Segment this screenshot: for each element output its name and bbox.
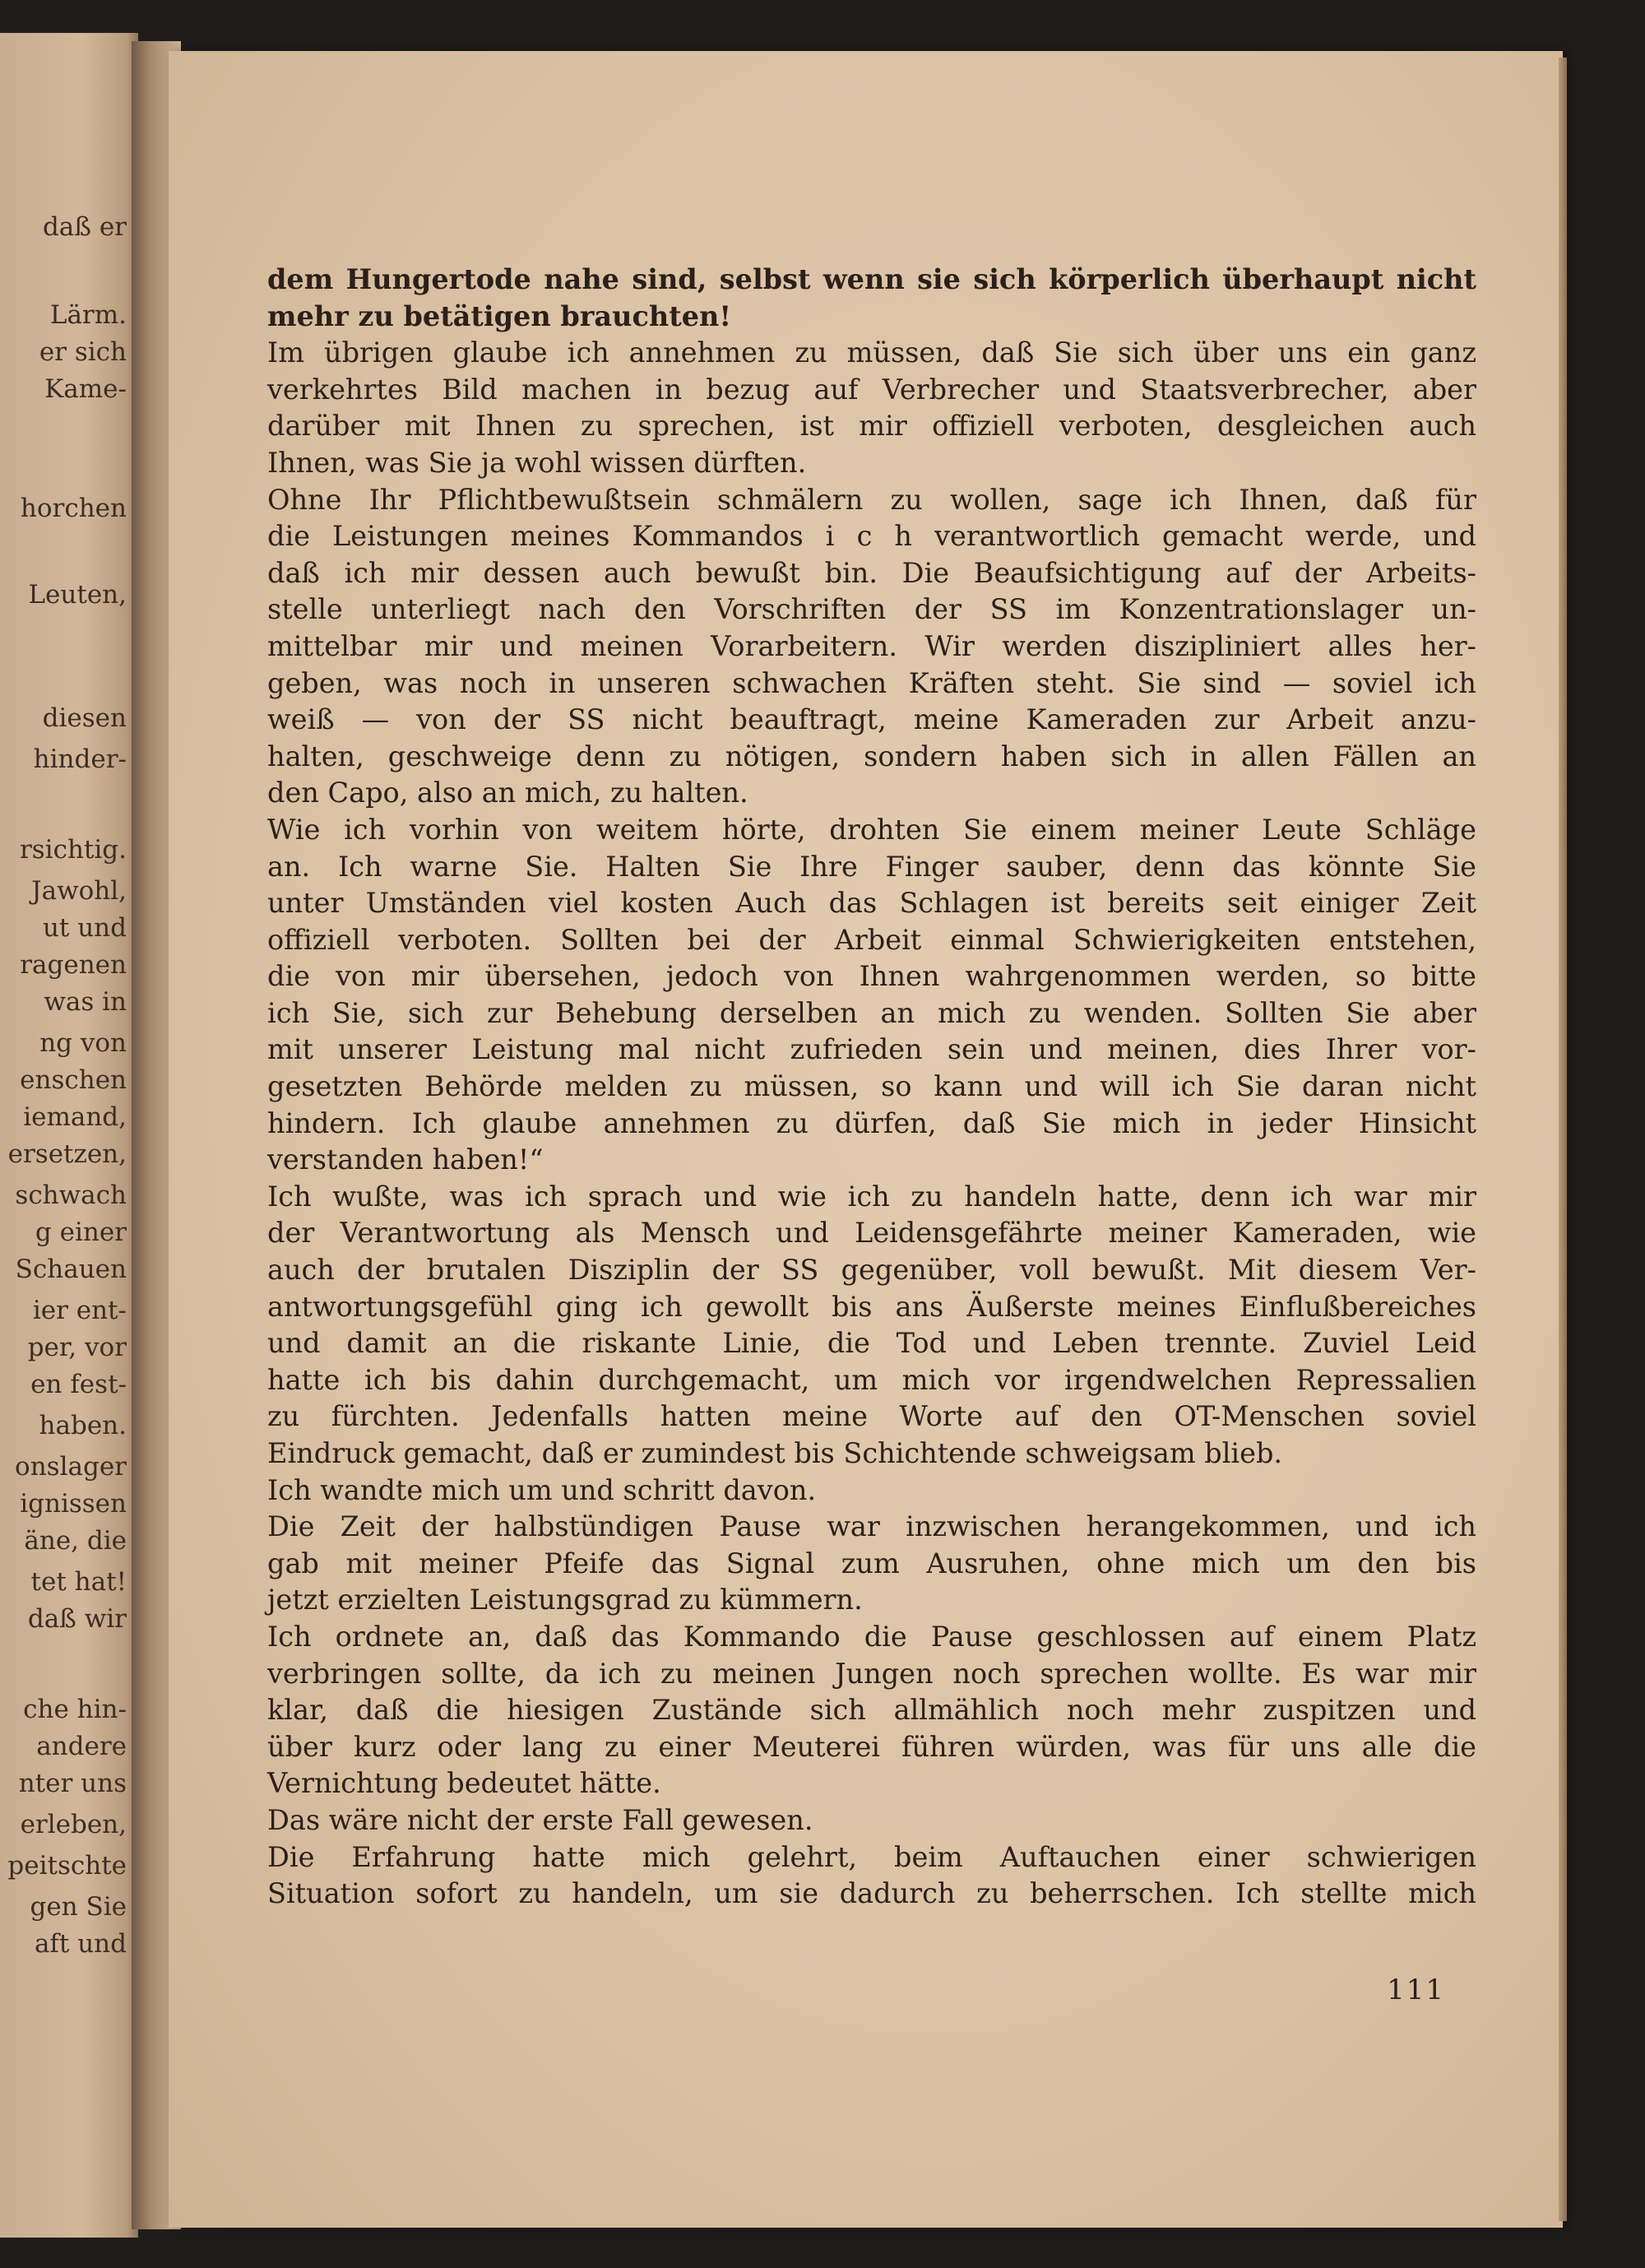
- left-page-fragment: äne, die: [24, 1526, 127, 1556]
- text-line: offiziell verboten. Sollten bei der Arbeit einmal Schwierigkeiten entstehen,: [267, 923, 1476, 956]
- left-page-fragment: daß er: [42, 212, 127, 242]
- text-line: geben, was noch in unseren schwachen Kräften steht. Sie sind — soviel ich: [267, 666, 1476, 699]
- text-line: der Verantwortung als Mensch und Leidensgefährte meiner Kameraden, wie: [267, 1217, 1476, 1250]
- text-line: Im übrigen glaube ich annehmen zu müssen, daß Sie sich über uns ein ganz: [267, 336, 1476, 369]
- text-line: zu fürchten. Jedenfalls hatten meine Worte auf den OT-Menschen soviel: [267, 1400, 1476, 1433]
- text-line: mehr zu betätigen brauchten!: [267, 299, 732, 332]
- text-line: Situation sofort zu handeln, um sie dadurch zu beherrschen. Ich stellte mich: [267, 1877, 1476, 1910]
- left-page-fragment: enschen: [20, 1065, 127, 1095]
- left-page-fragment: schwach: [15, 1180, 127, 1210]
- text-line: auch der brutalen Disziplin der SS gegenüber, voll bewußt. Mit diesem Ver-: [267, 1254, 1476, 1287]
- text-line: Ich ordnete an, daß das Kommando die Pause geschlossen auf einem Platz: [267, 1620, 1476, 1653]
- left-page-fragment: che hin-: [23, 1695, 127, 1724]
- text-line: Wie ich vorhin von weitem hörte, drohten Sie einem meiner Leute Schläge: [267, 813, 1476, 846]
- left-page-fragment: horchen: [20, 494, 127, 523]
- left-page-fragment: ng von: [39, 1028, 127, 1058]
- text-line: den Capo, also an mich, zu halten.: [267, 777, 748, 809]
- text-line: hindern. Ich glaube annehmen zu dürfen, daß Sie mich in jeder Hinsicht: [267, 1106, 1476, 1139]
- left-page-fragment: andere: [36, 1732, 127, 1761]
- left-page-fragment: Kame-: [44, 374, 127, 404]
- text-line: verbringen sollte, da ich zu meinen Jungen noch sprechen wollte. Es war mir: [267, 1657, 1476, 1690]
- left-page-fragment: ignissen: [20, 1489, 127, 1519]
- left-page-fragment: was in: [44, 987, 127, 1017]
- left-page-fragment: nter uns: [18, 1769, 127, 1798]
- left-page-fragment: onslager: [15, 1452, 127, 1482]
- left-page-fragment: ut und: [42, 913, 127, 943]
- right-page: [169, 51, 1563, 2228]
- page-number: 111: [1387, 1973, 1445, 2006]
- left-page-fragment: ragenen: [20, 950, 127, 980]
- text-line: halten, geschweige denn zu nötigen, sondern haben sich in allen Fällen an: [267, 740, 1476, 772]
- left-page-fragment: Schauen: [15, 1255, 127, 1284]
- left-page-fragment: aft und: [34, 1929, 127, 1959]
- text-line: stelle unterliegt nach den Vorschriften der SS im Konzentrationslager un-: [267, 593, 1476, 626]
- text-line: Ich wußte, was ich sprach und wie ich zu handeln hatte, denn ich war mir: [267, 1180, 1476, 1213]
- text-line: weiß — von der SS nicht beauftragt, meine Kameraden zur Arbeit anzu-: [267, 703, 1476, 736]
- text-line: Ich wandte mich um und schritt davon.: [267, 1473, 817, 1506]
- text-line: Vernichtung bedeutet hätte.: [267, 1767, 661, 1800]
- left-page-fragment: Leuten,: [28, 580, 127, 610]
- body-text: [267, 262, 1476, 1913]
- text-line: antwortungsgefühl ging ich gewollt bis ans Äußerste meines Einflußbereiches: [267, 1290, 1476, 1323]
- page-edge: [1559, 58, 1567, 2221]
- left-page-fragment: daß wir: [27, 1604, 127, 1634]
- left-page-fragment: hinder-: [33, 744, 127, 774]
- left-page-fragment: iemand,: [23, 1102, 127, 1132]
- text-line: über kurz oder lang zu einer Meuterei führen würden, was für uns alle die: [267, 1730, 1476, 1763]
- left-page-fragment: ier ent-: [32, 1296, 127, 1325]
- text-line: klar, daß die hiesigen Zustände sich allmählich noch mehr zuspitzen und: [267, 1694, 1476, 1727]
- text-line: und damit an die riskante Linie, die Tod und Leben trennte. Zuviel Leid: [267, 1327, 1476, 1360]
- text-line: jetzt erzielten Leistungsgrad zu kümmern.: [267, 1584, 863, 1616]
- text-line: Eindruck gemacht, daß er zumindest bis Schichtende schweigsam blieb.: [267, 1437, 1283, 1469]
- text-line: hatte ich bis dahin durchgemacht, um mich vor irgendwelchen Repressalien: [267, 1363, 1476, 1396]
- left-page-fragment: peitschte: [7, 1851, 127, 1881]
- text-line: die von mir übersehen, jedoch von Ihnen wahrgenommen werden, so bitte: [267, 960, 1476, 993]
- text-line: die Leistungen meines Kommandos i c h verantwortlich gemacht werde, und: [267, 520, 1476, 553]
- text-line: verstanden haben!“: [267, 1143, 544, 1176]
- left-page-fragment: en fest-: [30, 1370, 127, 1399]
- left-page-fragment: g einer: [35, 1217, 127, 1247]
- text-line: gab mit meiner Pfeife das Signal zum Ausruhen, ohne mich um den bis: [267, 1547, 1476, 1579]
- left-page-fragment: ersetzen,: [7, 1139, 127, 1169]
- text-line: Das wäre nicht der erste Fall gewesen.: [267, 1803, 813, 1836]
- text-line: verkehrtes Bild machen in bezug auf Verbrecher und Staatsverbrecher, aber: [267, 373, 1476, 406]
- text-line: Die Zeit der halbstündigen Pause war inzwischen herangekommen, und ich: [267, 1510, 1476, 1543]
- left-page: [0, 33, 138, 2238]
- text-line: gesetzten Behörde melden zu müssen, so kann und will ich Sie daran nicht: [267, 1070, 1476, 1103]
- left-page-fragment: tet hat!: [30, 1567, 127, 1597]
- text-line: Die Erfahrung hatte mich gelehrt, beim Auftauchen einer schwierigen: [267, 1840, 1476, 1873]
- text-line: mittelbar mir und meinen Vorarbeitern. Wir werden diszipliniert alles her-: [267, 629, 1476, 662]
- left-page-fragment: er sich: [39, 337, 127, 367]
- left-page-fragment: haben.: [39, 1411, 127, 1440]
- text-line: Ohne Ihr Pflichtbewußtsein schmälern zu wollen, sage ich Ihnen, daß für: [267, 483, 1476, 516]
- text-line: dem Hungertode nahe sind, selbst wenn sie sich körperlich überhaupt nicht: [267, 263, 1476, 295]
- left-page-fragment: per, vor: [27, 1333, 127, 1362]
- left-page-fragment: erleben,: [20, 1810, 127, 1839]
- text-line: Ihnen, was Sie ja wohl wissen dürften.: [267, 446, 807, 479]
- left-page-fragment: Jawohl,: [31, 876, 127, 906]
- left-page-fragment: gen Sie: [30, 1892, 127, 1922]
- text-line: mit unserer Leistung mal nicht zufrieden sein und meinen, dies Ihrer vor-: [267, 1033, 1476, 1066]
- text-line: unter Umständen viel kosten Auch das Schlagen ist bereits seit einiger Zeit: [267, 887, 1476, 920]
- left-page-fragment: Lärm.: [49, 300, 127, 330]
- text-line: an. Ich warne Sie. Halten Sie Ihre Finger sauber, denn das könnte Sie: [267, 850, 1476, 883]
- text-line: daß ich mir dessen auch bewußt bin. Die Beaufsichtigung auf der Arbeits-: [267, 556, 1476, 589]
- text-line: darüber mit Ihnen zu sprechen, ist mir offiziell verboten, desgleichen auch: [267, 410, 1476, 443]
- left-page-fragment: rsichtig.: [19, 835, 127, 865]
- left-page-fragment: diesen: [42, 703, 127, 733]
- text-line: ich Sie, sich zur Behebung derselben an mich zu wenden. Sollten Sie aber: [267, 996, 1476, 1029]
